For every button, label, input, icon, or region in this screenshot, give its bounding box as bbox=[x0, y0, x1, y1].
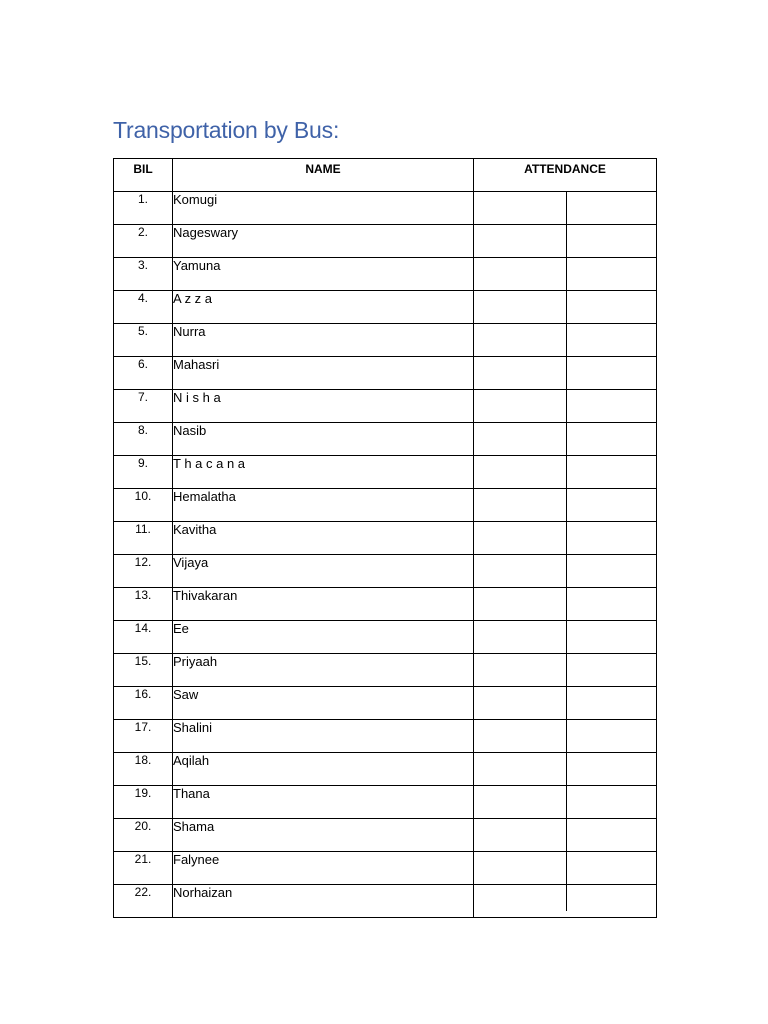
row-number: 16. bbox=[114, 687, 173, 720]
row-number: 5. bbox=[114, 324, 173, 357]
attendance-divider bbox=[566, 489, 567, 522]
row-number: 10. bbox=[114, 489, 173, 522]
attendance-divider bbox=[566, 786, 567, 819]
row-number: 13. bbox=[114, 588, 173, 621]
attendance-cell[interactable] bbox=[474, 192, 657, 225]
attendance-divider bbox=[566, 291, 567, 324]
attendance-cell[interactable] bbox=[474, 555, 657, 588]
table-row bbox=[114, 456, 657, 489]
student-name: N i s h a bbox=[173, 390, 474, 423]
attendance-divider bbox=[566, 852, 567, 885]
student-name: Yamuna bbox=[173, 258, 474, 291]
attendance-divider bbox=[566, 687, 567, 720]
attendance-divider bbox=[566, 357, 567, 390]
table-row bbox=[114, 258, 657, 291]
attendance-cell[interactable] bbox=[474, 390, 657, 423]
attendance-cell[interactable] bbox=[474, 489, 657, 522]
attendance-cell[interactable] bbox=[474, 885, 657, 918]
attendance-cell[interactable] bbox=[474, 687, 657, 720]
row-number: 6. bbox=[114, 357, 173, 390]
table-row bbox=[114, 225, 657, 258]
document-title: Transportation by Bus: bbox=[113, 117, 340, 143]
attendance-table bbox=[113, 158, 657, 918]
table-row bbox=[114, 291, 657, 324]
column-header-attendance: ATTENDANCE bbox=[474, 159, 657, 192]
row-number: 1. bbox=[114, 192, 173, 225]
table-row bbox=[114, 423, 657, 456]
attendance-divider bbox=[566, 885, 567, 911]
attendance-divider bbox=[566, 819, 567, 852]
attendance-cell[interactable] bbox=[474, 291, 657, 324]
row-number: 22. bbox=[114, 885, 173, 918]
attendance-cell[interactable] bbox=[474, 654, 657, 687]
attendance-cell[interactable] bbox=[474, 357, 657, 390]
table-row bbox=[114, 324, 657, 357]
table-row bbox=[114, 357, 657, 390]
attendance-divider bbox=[566, 225, 567, 258]
row-number: 12. bbox=[114, 555, 173, 588]
row-number: 8. bbox=[114, 423, 173, 456]
student-name: Mahasri bbox=[173, 357, 474, 390]
student-name: Nurra bbox=[173, 324, 474, 357]
student-name: Shama bbox=[173, 819, 474, 852]
student-name: Aqilah bbox=[173, 753, 474, 786]
row-number: 9. bbox=[114, 456, 173, 489]
student-name: Ee bbox=[173, 621, 474, 654]
row-number: 17. bbox=[114, 720, 173, 753]
student-name: Priyaah bbox=[173, 654, 474, 687]
row-number: 21. bbox=[114, 852, 173, 885]
student-name: Hemalatha bbox=[173, 489, 474, 522]
table-row bbox=[114, 852, 657, 885]
table-row bbox=[114, 522, 657, 555]
row-number: 11. bbox=[114, 522, 173, 555]
attendance-cell[interactable] bbox=[474, 324, 657, 357]
table-row bbox=[114, 555, 657, 588]
column-header-name: NAME bbox=[173, 159, 474, 192]
table-row bbox=[114, 885, 657, 918]
attendance-cell[interactable] bbox=[474, 258, 657, 291]
table-row bbox=[114, 390, 657, 423]
row-number: 14. bbox=[114, 621, 173, 654]
student-name: Thana bbox=[173, 786, 474, 819]
attendance-cell[interactable] bbox=[474, 456, 657, 489]
attendance-divider bbox=[566, 753, 567, 786]
attendance-cell[interactable] bbox=[474, 819, 657, 852]
table-row bbox=[114, 489, 657, 522]
attendance-divider bbox=[566, 555, 567, 588]
student-name: Shalini bbox=[173, 720, 474, 753]
attendance-cell[interactable] bbox=[474, 588, 657, 621]
row-number: 15. bbox=[114, 654, 173, 687]
attendance-divider bbox=[566, 456, 567, 489]
attendance-divider bbox=[566, 720, 567, 753]
attendance-divider bbox=[566, 621, 567, 654]
attendance-cell[interactable] bbox=[474, 786, 657, 819]
table-row bbox=[114, 687, 657, 720]
student-name: Kavitha bbox=[173, 522, 474, 555]
row-number: 3. bbox=[114, 258, 173, 291]
table-body bbox=[114, 192, 657, 918]
table-row bbox=[114, 654, 657, 687]
student-name: Nasib bbox=[173, 423, 474, 456]
student-name: Komugi bbox=[173, 192, 474, 225]
attendance-cell[interactable] bbox=[474, 225, 657, 258]
row-number: 18. bbox=[114, 753, 173, 786]
row-number: 20. bbox=[114, 819, 173, 852]
student-name: Falynee bbox=[173, 852, 474, 885]
attendance-divider bbox=[566, 522, 567, 555]
table-row bbox=[114, 786, 657, 819]
attendance-cell[interactable] bbox=[474, 753, 657, 786]
attendance-divider bbox=[566, 654, 567, 687]
attendance-divider bbox=[566, 258, 567, 291]
student-name: Thivakaran bbox=[173, 588, 474, 621]
student-name: Saw bbox=[173, 687, 474, 720]
row-number: 19. bbox=[114, 786, 173, 819]
attendance-divider bbox=[566, 192, 567, 225]
student-name: T h a c a n a bbox=[173, 456, 474, 489]
student-name: Vijaya bbox=[173, 555, 474, 588]
column-header-bil: BIL bbox=[114, 159, 173, 192]
student-name: A z z a bbox=[173, 291, 474, 324]
table-row bbox=[114, 819, 657, 852]
table-header-row bbox=[114, 159, 657, 192]
attendance-cell[interactable] bbox=[474, 621, 657, 654]
row-number: 2. bbox=[114, 225, 173, 258]
row-number: 7. bbox=[114, 390, 173, 423]
attendance-cell[interactable] bbox=[474, 522, 657, 555]
attendance-divider bbox=[566, 324, 567, 357]
table-row bbox=[114, 588, 657, 621]
attendance-divider bbox=[566, 390, 567, 423]
table-row bbox=[114, 753, 657, 786]
attendance-cell[interactable] bbox=[474, 720, 657, 753]
attendance-divider bbox=[566, 588, 567, 621]
attendance-divider bbox=[566, 423, 567, 456]
table-row bbox=[114, 720, 657, 753]
student-name: Nageswary bbox=[173, 225, 474, 258]
table-row bbox=[114, 621, 657, 654]
attendance-cell[interactable] bbox=[474, 852, 657, 885]
row-number: 4. bbox=[114, 291, 173, 324]
student-name: Norhaizan bbox=[173, 885, 474, 918]
table-row bbox=[114, 192, 657, 225]
attendance-cell[interactable] bbox=[474, 423, 657, 456]
